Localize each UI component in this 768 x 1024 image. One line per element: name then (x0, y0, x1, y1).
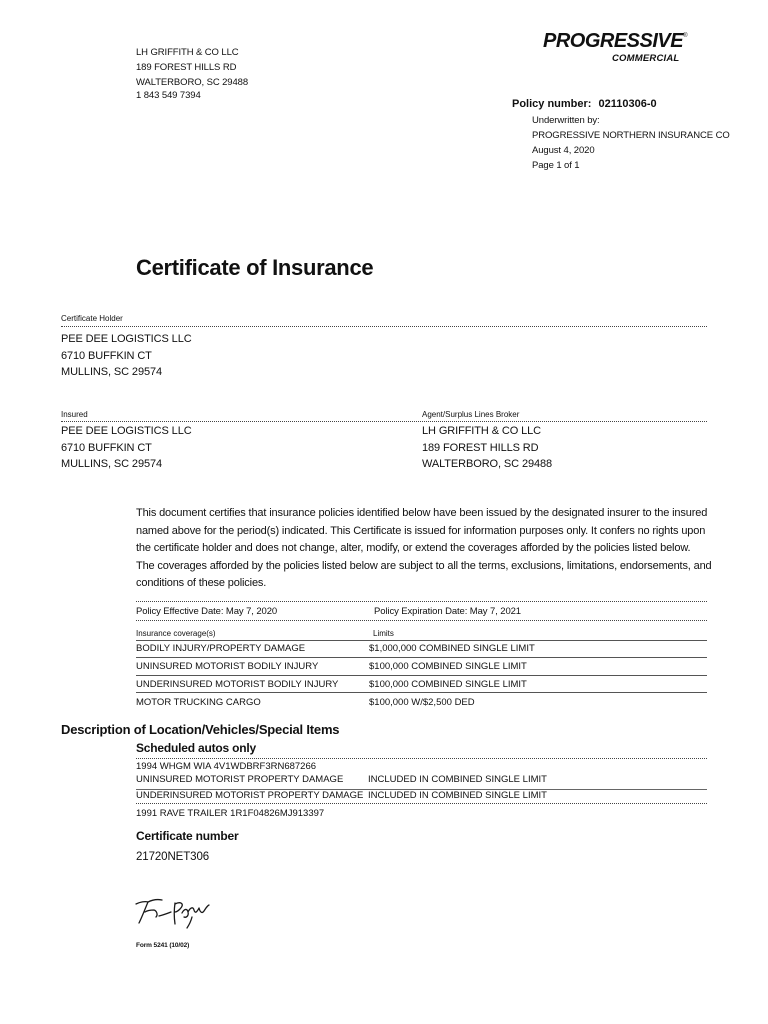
coverage-table (136, 628, 707, 712)
description-title: Description of Location/Vehicles/Special Items (61, 722, 340, 737)
statement-line: This document certifies that insurance policies identified below have been issued by the designated insurer to the insured (136, 507, 708, 519)
insured-street: 6710 BUFFKIN CT (61, 441, 152, 454)
statement-line: conditions of these policies. (136, 577, 267, 589)
agent-phone: 1 843 549 7394 (136, 90, 201, 102)
certificate-holder-label: Certificate Holder (61, 314, 123, 323)
coverage-name: BODILY INJURY/PROPERTY DAMAGE (136, 643, 306, 654)
coverage-header: Insurance coverage(s) (136, 629, 216, 638)
holder-street: 6710 BUFFKIN CT (61, 349, 152, 362)
statement-line: The coverages afforded by the policies listed below are subject to all the terms, exclusions, limitations, endorsements, and (136, 559, 712, 572)
coverage-limit: $100,000 W/$2,500 DED (369, 697, 475, 708)
certification-statement (136, 505, 712, 593)
coverage-name: UNDERINSURED MOTORIST BODILY INJURY (136, 679, 339, 690)
divider (136, 758, 707, 759)
logo-sub-text: COMMERCIAL (612, 53, 680, 64)
coverage-limit: $100,000 COMBINED SINGLE LIMIT (369, 679, 527, 690)
certificate-holder-address (61, 331, 192, 381)
vehicle-coverage-name: UNINSURED MOTORIST PROPERTY DAMAGE (136, 774, 344, 785)
logo-main-text: PROGRESSIVE (543, 30, 684, 52)
registered-mark: ® (683, 33, 688, 39)
policy-number-line (512, 98, 657, 110)
statement-line: the certificate holder and does not change, alter, modify, or extend the coverages afforded by the policies listed below. (136, 542, 691, 554)
coverage-name: UNINSURED MOTORIST BODILY INJURY (136, 661, 319, 672)
broker-city: WALTERBORO, SC 29488 (422, 458, 553, 471)
policy-details (532, 113, 730, 173)
certificate-number-value: 21720NET306 (136, 851, 210, 863)
divider (61, 326, 707, 327)
form-number: Form 5241 (10/02) (136, 942, 190, 949)
scheduled-autos-title: Scheduled autos only (136, 741, 257, 755)
expiration-date: Policy Expiration Date: May 7, 2021 (374, 606, 521, 617)
certificate-number-label: Certificate number (136, 829, 239, 843)
progressive-logo (543, 30, 688, 53)
insured-name: PEE DEE LOGISTICS LLC (61, 425, 192, 437)
broker-address (422, 423, 552, 473)
policy-number-value: 02110306-0 (598, 98, 657, 110)
divider (136, 675, 707, 676)
divider (136, 640, 707, 641)
broker-name: LH GRIFFITH & CO LLC (422, 425, 542, 437)
coverage-limit: $100,000 COMBINED SINGLE LIMIT (369, 661, 527, 672)
scheduled-autos-list (136, 761, 707, 821)
agent-street: 189 FOREST HILLS RD (136, 61, 237, 73)
page-title: Certificate of Insurance (136, 255, 374, 280)
broker-street: 189 FOREST HILLS RD (422, 441, 539, 454)
divider (136, 692, 707, 693)
vehicle-coverage-limit: INCLUDED IN COMBINED SINGLE LIMIT (368, 774, 547, 785)
broker-label: Agent/Surplus Lines Broker (422, 410, 520, 419)
insured-label: Insured (61, 410, 88, 419)
coverage-limit: $1,000,000 COMBINED SINGLE LIMIT (369, 643, 535, 654)
issue-date: August 4, 2020 (532, 145, 595, 156)
statement-line: named above for the period(s) indicated. This Certificate is issued for information purposes only. It confers no rights upon (136, 524, 706, 537)
effective-date: Policy Effective Date: May 7, 2020 (136, 606, 278, 617)
vehicle-coverage-name: UNDERINSURED MOTORIST PROPERTY DAMAGE (136, 790, 364, 801)
underwritten-label: Underwritten by: (532, 115, 600, 126)
divider (136, 620, 707, 621)
holder-city: MULLINS, SC 29574 (61, 366, 163, 379)
divider (61, 421, 707, 422)
insurer-name: PROGRESSIVE NORTHERN INSURANCE CO (532, 130, 730, 141)
agent-name: LH GRIFFITH & CO LLC (136, 47, 239, 58)
policy-number-label: Policy number: (512, 98, 592, 110)
insured-city: MULLINS, SC 29574 (61, 458, 163, 471)
limits-header: Limits (373, 629, 394, 638)
divider (136, 657, 707, 658)
agent-city: WALTERBORO, SC 29488 (136, 76, 249, 88)
signature-image (133, 893, 215, 929)
holder-name: PEE DEE LOGISTICS LLC (61, 333, 192, 345)
divider (136, 601, 707, 602)
divider (136, 789, 707, 790)
vehicle-description: 1991 RAVE TRAILER 1R1F04826MJ913397 (136, 808, 325, 819)
agent-header (136, 46, 248, 101)
vehicle-coverage-limit: INCLUDED IN COMBINED SINGLE LIMIT (368, 790, 547, 801)
vehicle-description: 1994 WHGM WIA 4V1WDBRF3RN687266 (136, 761, 317, 772)
page-count: Page 1 of 1 (532, 160, 580, 171)
coverage-name: MOTOR TRUCKING CARGO (136, 697, 261, 708)
insured-address (61, 423, 192, 473)
divider (136, 803, 707, 804)
